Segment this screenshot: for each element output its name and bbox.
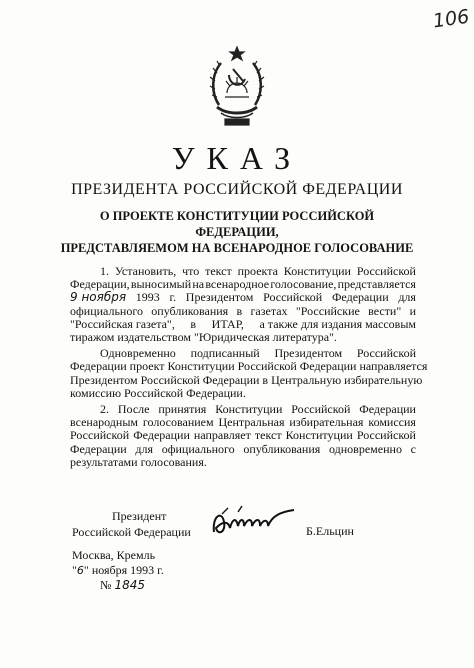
para1-line6: тиражом издательством "Юридическая литература".	[70, 330, 337, 345]
para3-line5: результатами голосования.	[70, 454, 207, 469]
para3-line3: Российской Федерации направляет текст Конституции Российской	[70, 428, 416, 443]
para2-line1: Одновременно подписанный Президентом Российской	[100, 346, 416, 361]
para1-line3: 9 ноября 1993 г. Президентом Российской Федерации для	[70, 290, 416, 305]
para1-line2: Федерации, выносимый на всенародное голосование, представляется	[70, 277, 416, 292]
place-date-block	[72, 548, 164, 593]
para3-line4: Федерации для официального опубликования одновременно с	[70, 441, 416, 456]
handwritten-date: 9 ноября	[70, 290, 127, 305]
heading-line-2: ПРЕДСТАВЛЯЕМОМ НА ВСЕНАРОДНОЕ ГОЛОСОВАНИЕ	[60, 241, 414, 255]
para3-line2: всенародным голосованием Центральная избирательная комиссия	[70, 415, 416, 430]
rsfsr-emblem-icon	[207, 45, 267, 133]
para2-line4: комиссию Российской Федерации.	[70, 385, 246, 400]
para3-line1: 2. После принятия Конституции Российской Федерации	[100, 402, 416, 417]
heading-line-1: О ПРОЕКТЕ КОНСТИТУЦИИ РОССИЙСКОЙ ФЕДЕРАЦИИ,	[99, 209, 375, 239]
decree-date: "6" ноября 1993 г.	[72, 563, 164, 577]
para2-line3: Президентом Российской Федерации в Центральную избирательную	[70, 372, 423, 387]
handwritten-day: 6	[76, 564, 84, 577]
signatory-position	[72, 508, 191, 540]
handwritten-signature	[208, 502, 298, 542]
handwritten-page-number: 106	[431, 5, 471, 33]
decree-subtitle: ПРЕЗИДЕНТА РОССИЙСКОЙ ФЕДЕРАЦИИ	[71, 181, 403, 198]
place-city: Москва, Кремль	[72, 548, 156, 562]
decree-heading	[60, 208, 414, 256]
para1-line4: официального опубликования в газетах "Российские вести" и	[70, 303, 416, 318]
signatory-name: Б.Ельцин	[306, 524, 354, 538]
position-line-1: Президент	[112, 509, 167, 523]
handwritten-number: 1845	[114, 578, 145, 592]
para2-line2: Федерации проект Конституции Российской Федерации направляется	[70, 359, 428, 374]
position-line-2: Российской Федерации	[72, 525, 191, 539]
decree-title: УКАЗ	[171, 140, 303, 176]
para1-line5: "Российская газета", в ИТАР, а также для издания массовым	[70, 316, 416, 331]
decree-body	[70, 264, 428, 469]
decree-number: № 1845	[100, 578, 145, 592]
para1-line1: 1. Установить, что текст проекта Конституции Российской	[100, 264, 416, 278]
